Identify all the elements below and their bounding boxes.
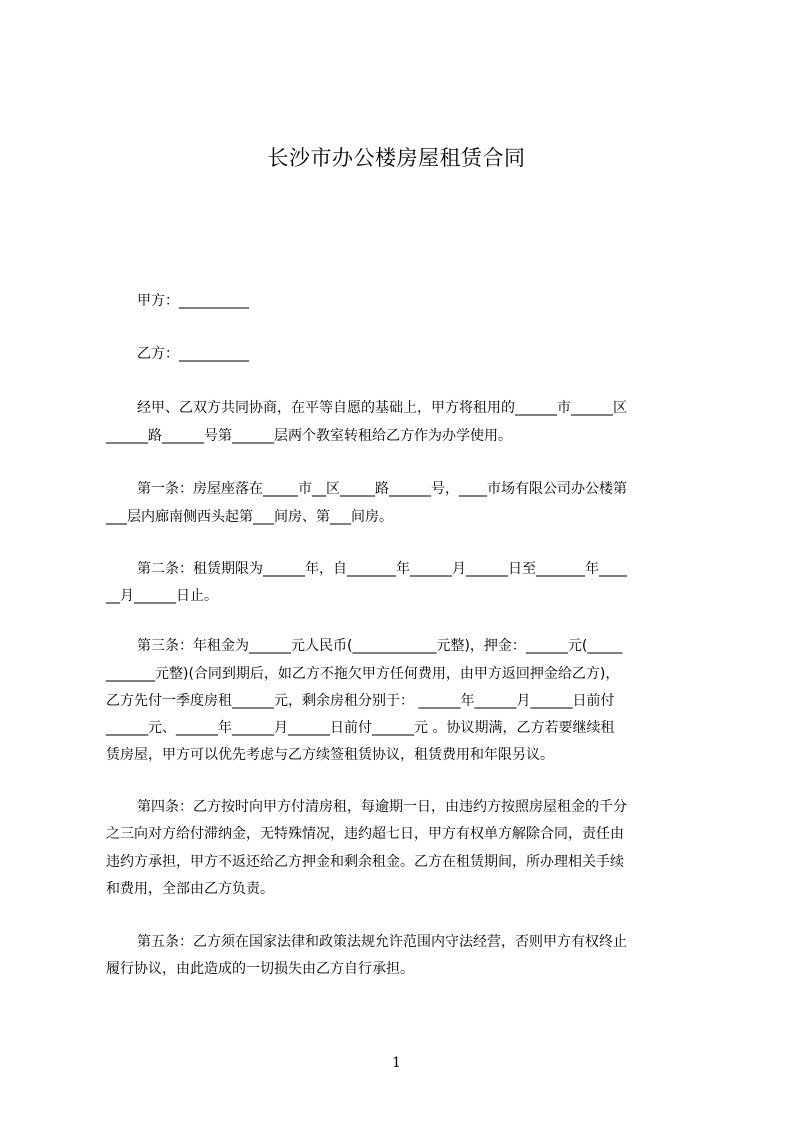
article-1-line: ___层内廊南侧西头起第___间房、第___间房。: [106, 509, 393, 525]
party-a-line: 甲方：__________: [137, 293, 249, 309]
article-4-line: 违约方承担，甲方不返还给乙方押金和剩余租金。乙方在租赁期间，所办理相关手续: [106, 854, 624, 870]
document-title: 长沙市办公楼房屋租赁合同: [267, 146, 526, 170]
article-5-line: 履行协议，由此造成的一切损失由乙方自行承担。: [106, 961, 414, 977]
article-5-line: 第五条：乙方须在国家法律和政策法规允许范围内守法经营，否则甲方有权终止: [137, 934, 627, 950]
article-2-line: __月______日止。: [106, 588, 218, 604]
party-b-line: 乙方：__________: [137, 346, 249, 362]
article-4-line: 第四条：乙方按时向甲方付清房租，每逾期一日，由违约方按照房屋租金的千分: [137, 799, 627, 815]
intro-line: ______路______号第______层两个教室转租给乙方作为办学使用。: [106, 428, 512, 444]
article-3-line: _______元整)(合同到期后，如乙方不拖欠甲方任何费用，由甲方返回押金给乙方)，: [106, 666, 620, 682]
article-2-line: 第二条：租赁期限为______年，自_______年______月______日至_______年____: [137, 561, 627, 577]
article-4-line: 和费用，全部由乙方负责。: [106, 881, 274, 897]
page-number: 1: [392, 1055, 401, 1071]
article-1-line: 第一条：房屋座落在_____市__区_____路______号，____市场有限公司办公楼第: [137, 481, 627, 497]
article-3-line: 第三条：年租金为______元人民币(____________元整)，押金：______元(_____: [137, 638, 623, 654]
intro-line: 经甲、乙双方共同协商，在平等自愿的基础上，甲方将租用的______市______区: [137, 400, 627, 416]
article-3-line: ______元、______年______月______日前付______元 。协议期满，乙方若要继续租: [106, 720, 615, 736]
article-3-line: 赁房屋，甲方可以优先考虑与乙方续签租赁协议，租赁费用和年限另议。: [106, 747, 554, 763]
article-3-line: 乙方先付一季度房租______元，剩余房租分别于： ______年______月______日前付: [106, 693, 615, 709]
article-4-line: 之三向对方给付滞纳金，无特殊情况，违约超七日，甲方有权单方解除合同，责任由: [106, 826, 624, 842]
